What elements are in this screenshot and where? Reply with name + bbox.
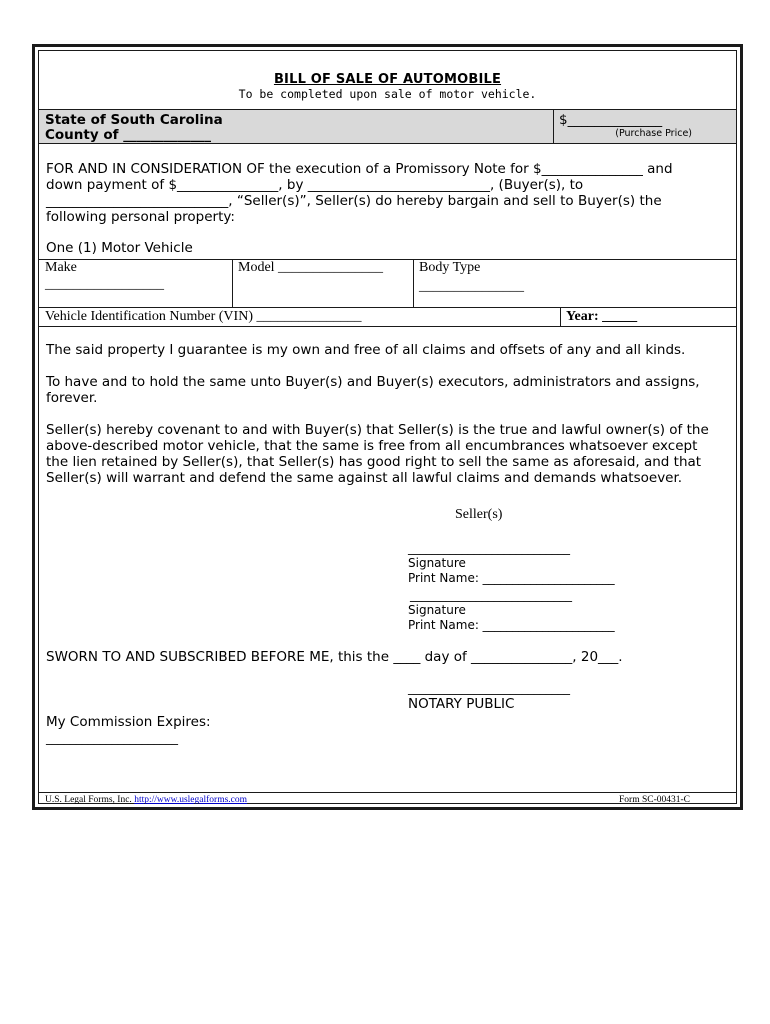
covenant-line-2: above-described motor vehicle, that the same is free from all encumbrances whatsoever except bbox=[46, 438, 698, 454]
motor-vehicle-heading: One (1) Motor Vehicle bbox=[46, 240, 193, 256]
footer-company: U.S. Legal Forms, Inc. bbox=[45, 795, 132, 805]
vin-field[interactable]: Vehicle Identification Number (VIN) _______________ bbox=[45, 309, 362, 324]
state-label: State of South Carolina bbox=[45, 112, 223, 128]
signature-line-2[interactable]: ___________________________ bbox=[410, 588, 572, 602]
covenant-paragraph bbox=[46, 422, 726, 486]
footer-divider bbox=[39, 792, 736, 793]
print-name-field-1[interactable]: Print Name: ______________________ bbox=[408, 571, 615, 585]
form-number: Form SC-00431-C bbox=[619, 795, 690, 805]
covenant-line-1: Seller(s) hereby covenant to and with Buyer(s) that Seller(s) is the true and lawful owner(s) of the bbox=[46, 422, 709, 438]
purchase-price-caption: (Purchase Price) bbox=[615, 128, 692, 139]
body-type-field[interactable]: _______________ bbox=[419, 279, 524, 294]
county-field[interactable]: County of _____________ bbox=[45, 127, 211, 143]
commission-label: My Commission Expires: bbox=[46, 714, 211, 730]
sellers-label: Seller(s) bbox=[455, 507, 503, 522]
purchase-price-cell bbox=[553, 110, 736, 143]
seller-signature-block-2 bbox=[410, 588, 615, 633]
consideration-line-2[interactable]: down payment of $_______________, by ___________________________, (Buyer(s), to bbox=[46, 177, 584, 193]
footer-link[interactable]: http://www.uslegalforms.com bbox=[134, 795, 248, 805]
seller-signature-block-1 bbox=[408, 541, 615, 586]
footer-left bbox=[45, 795, 247, 805]
form-title: BILL OF SALE OF AUTOMOBILE bbox=[273, 72, 502, 87]
consideration-line-3[interactable]: ___________________________, “Seller(s)”, Seller(s) do hereby bargain and sell to Buyer(s) the bbox=[46, 193, 662, 209]
body-type-label: Body Type bbox=[419, 260, 481, 275]
consideration-paragraph bbox=[46, 161, 726, 225]
jurisdiction-band bbox=[39, 109, 736, 144]
to-have-line-2: forever. bbox=[46, 390, 98, 406]
to-have-paragraph bbox=[46, 374, 726, 406]
vehicle-details-table bbox=[39, 259, 736, 350]
signature-line-1[interactable]: ___________________________ bbox=[408, 541, 570, 555]
notary-public-label: NOTARY PUBLIC bbox=[408, 696, 515, 712]
notary-signature-line[interactable]: ___________________________ bbox=[408, 681, 570, 695]
make-field[interactable]: _________________ bbox=[45, 277, 164, 292]
bill-of-sale-form bbox=[32, 44, 743, 810]
consideration-line-1[interactable]: FOR AND IN CONSIDERATION OF the execution of a Promissory Note for $_______________ and bbox=[46, 161, 673, 177]
sworn-statement[interactable]: SWORN TO AND SUBSCRIBED BEFORE ME, this the ____ day of _______________, 20___. bbox=[46, 649, 623, 665]
purchase-price-field[interactable]: $______________ bbox=[559, 112, 663, 128]
model-field[interactable]: Model _______________ bbox=[238, 260, 384, 275]
form-subtitle: To be completed upon sale of motor vehicle. bbox=[238, 87, 537, 101]
consideration-line-4: following personal property: bbox=[46, 209, 235, 225]
notary-block bbox=[408, 680, 570, 712]
covenant-line-3: the lien retained by Seller(s), that Seller(s) has good right to sell the same as aforesaid, and that bbox=[46, 454, 702, 470]
covenant-line-4: Seller(s) will warrant and defend the same against all lawful claims and demands whatsoever. bbox=[46, 470, 683, 486]
print-name-field-2[interactable]: Print Name: ______________________ bbox=[408, 618, 615, 632]
guarantee-paragraph: The said property I guarantee is my own and free of all claims and offsets of any and all kinds. bbox=[46, 342, 686, 358]
make-label: Make bbox=[45, 260, 77, 275]
commission-field[interactable]: ______________________ bbox=[46, 731, 178, 745]
to-have-line-1: To have and to hold the same unto Buyer(s) and Buyer(s) executors, administrators and assigns, bbox=[46, 374, 700, 390]
form-inner-border bbox=[38, 50, 737, 804]
signature-label-1: Signature bbox=[408, 556, 466, 570]
year-field[interactable]: Year: _____ bbox=[566, 309, 638, 324]
commission-block bbox=[46, 714, 726, 746]
signature-label-2: Signature bbox=[408, 603, 466, 617]
